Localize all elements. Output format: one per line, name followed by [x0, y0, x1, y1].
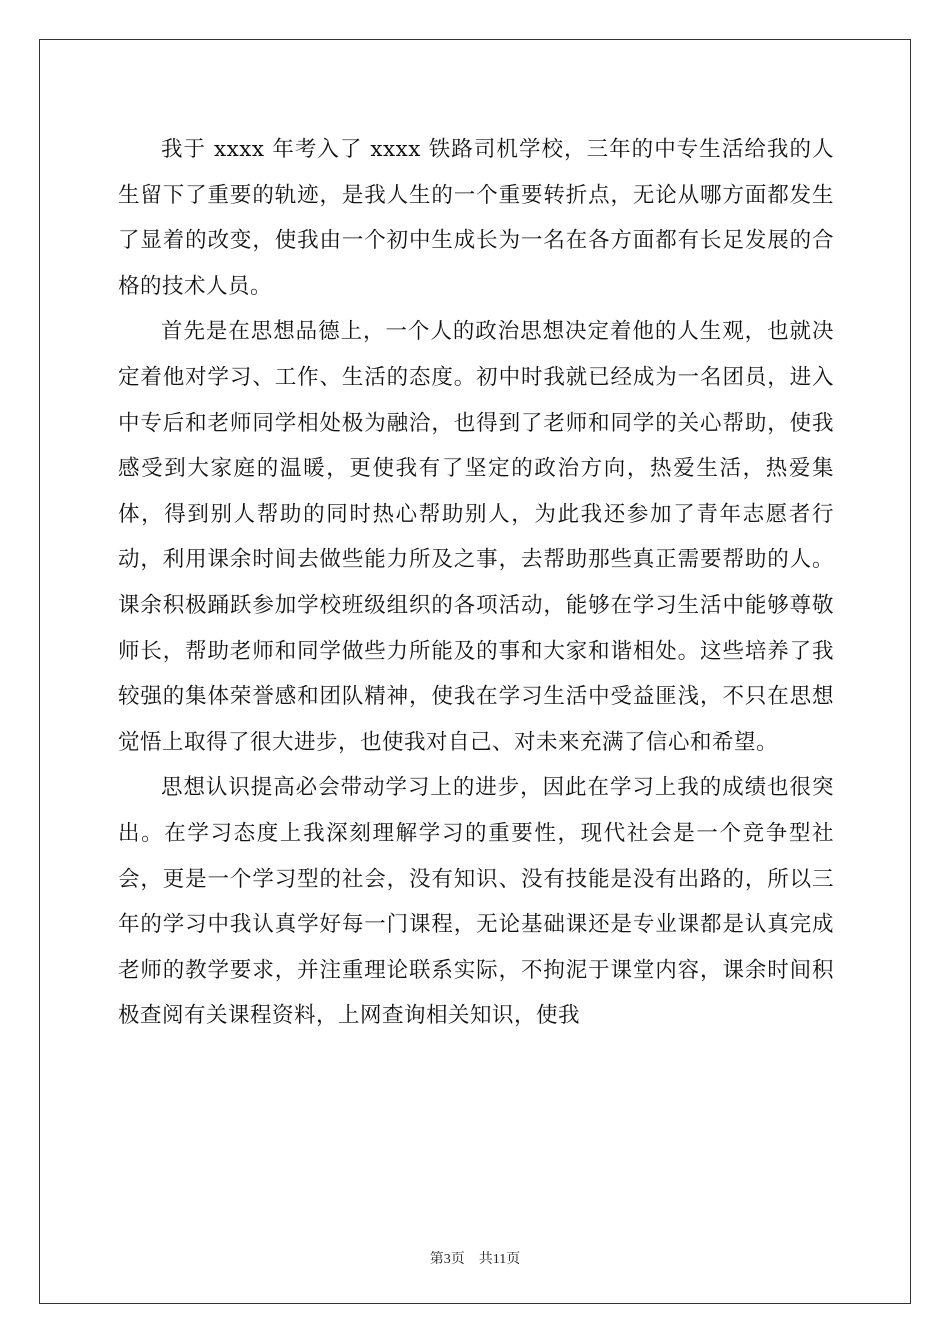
document-body [118, 127, 834, 1039]
page-number: 第3页 [429, 1252, 465, 1267]
page-footer [0, 1248, 950, 1268]
paragraph-1: 我于 xxxx 年考入了 xxxx 铁路司机学校，三年的中专生活给我的人生留下了重要的轨迹，是我人生的一个重要转折点，无论从哪方面都发生了显着的改变，使我由一个初中生成长为一名在各方面都有长足发展的合格的技术人员。 [118, 137, 834, 299]
paragraph-3: 思想认识提高必会带动学习上的进步，因此在学习上我的成绩也很突出。在学习态度上我深刻理解学习的重要性，现代社会是一个竞争型社会，更是一个学习型的社会，没有知识、没有技能是没有出路的，所以三年的学习中我认真学好每一门课程，无论基础课还是专业课都是认真完成老师的教学要求，并注重理论联系实际，不拘泥于课堂内容，课余时间积极查阅有关课程资料，上网查询相关知识，使我 [118, 775, 834, 1029]
page-total: 共11页 [478, 1252, 521, 1267]
paragraph-2: 首先是在思想品德上，一个人的政治思想决定着他的人生观，也就决定着他对学习、工作、生活的态度。初中时我就已经成为一名团员，进入中专后和老师同学相处极为融洽，也得到了老师和同学的关心帮助，使我感受到大家庭的温暖，更使我有了坚定的政治方向，热爱生活，热爱集体，得到别人帮助的同时热心帮助别人，为此我还参加了青年志愿者行动，利用课余时间去做些能力所及之事，去帮助那些真正需要帮助的人。课余积极踊跃参加学校班级组织的各项活动，能够在学习生活中能够尊敬师长，帮助老师和同学做些力所能及的事和大家和谐相处。这些培养了我较强的集体荣誉感和团队精神，使我在学习生活中受益匪浅，不只在思想觉悟上取得了很大进步，也使我对自己、对未来充满了信心和希望。 [118, 319, 834, 755]
